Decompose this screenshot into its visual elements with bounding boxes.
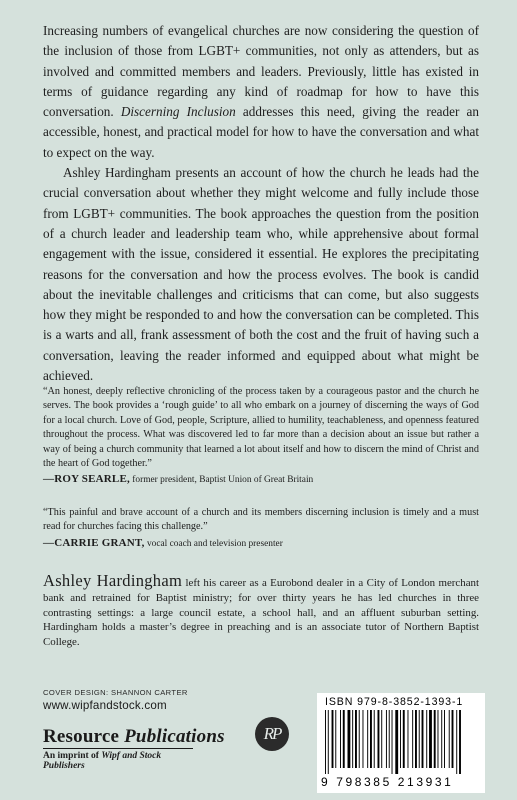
barcode-bar (381, 710, 382, 768)
barcode-bar (419, 710, 420, 768)
barcode-bar (415, 710, 417, 768)
barcode-bar (434, 710, 436, 768)
barcode-bar (340, 710, 341, 768)
barcode-bar (355, 710, 357, 768)
barcode-bar (374, 710, 375, 768)
barcode-bar (332, 710, 334, 768)
barcode-bar (452, 710, 454, 768)
publisher-name (43, 726, 225, 748)
endorsement-attribution (43, 536, 479, 551)
barcode-bar (400, 710, 401, 768)
isbn-barcode (317, 693, 485, 793)
barcode-bar (386, 710, 387, 768)
endorser-name: —CARRIE GRANT, (43, 536, 145, 549)
barcode-digits: 9 798385 213931 (321, 775, 454, 789)
barcode-bar (392, 710, 393, 774)
barcode-bar (389, 710, 390, 768)
barcode-bars-icon (323, 710, 479, 774)
barcode-bar (456, 710, 457, 774)
barcode-bar (352, 710, 353, 768)
barcode-bar (363, 710, 364, 768)
barcode-bar (438, 710, 439, 768)
publisher-logo-text: RP (263, 724, 281, 743)
cover-design-credit: COVER DESIGN: SHANNON CARTER (43, 688, 188, 697)
imprint-name: Wipf and Stock Publishers (43, 751, 162, 771)
endorsement-2 (43, 506, 479, 551)
barcode-bar (459, 710, 461, 774)
endorsement-quote: “This painful and brave account of a church and its members discerning inclusion is timely and a must read for churches facing this challenge.” (43, 507, 479, 533)
barcode-bar (441, 710, 442, 768)
barcode-bar (449, 710, 450, 768)
barcode-bar (422, 710, 424, 768)
imprint-line (43, 748, 193, 771)
publisher-name-second: Publications (119, 726, 225, 747)
barcode-bar (395, 710, 398, 774)
endorser-role: former president, Baptist Union of Great Britain (129, 475, 314, 486)
blurb-text: Increasing numbers of evangelical churches are now considering the question of the inclusion of those from LGBT+ communities, not only as attenders, but as involved and committed members and leaders. Previously, little has existed in terms of guidance regarding any kind of roadmap for how to have this conversation. (43, 23, 479, 120)
isbn-label: ISBN 979-8-3852-1393-1 (325, 696, 464, 708)
publisher-logo-icon (255, 717, 289, 751)
endorser-role: vocal coach and television presenter (144, 538, 283, 549)
endorsement-1 (43, 385, 479, 488)
publisher-block (43, 688, 225, 771)
blurb-paragraph-2: Ashley Hardingham presents an account of how the church he leads had the crucial conversation about whether they might welcome and fully include those from LGBT+ communities. The book approaches the question from the position of a church leader and leadership team who, while apprehensive about formal engagement with the issue, considered it essential. He explores the precipitating reasons for the conversation and how the process evolves. The book is candid about the inevitable challenges and criticisms that can come, but also suggests how they might be responded to and how the conversation can be completed. This is a warts and all, frank assessment of both the cost and the fruit of having such a conversation, leaving the reader informed and equipped about what might be achieved. (43, 165, 479, 384)
barcode-bar (403, 710, 405, 768)
endorsement-quote: “An honest, deeply reflective chronicling of the process taken by a courageous pastor and the church he serves. The book provides a ‘rough guide’ to all who embark on a journey of discerning the ways of God for a local church. Love of God, people, Scripture, allied to humility, teachableness, and openness featured throughout the process. What was discovered led to far more than a decision about an issue but rather a way of being a church community that learned a lot about itself and how to discern the mind of Christ and the heart of God together.” (43, 386, 479, 470)
barcode-bar (412, 710, 413, 768)
barcode-bar (429, 710, 432, 768)
imprint-prefix: An imprint of (43, 751, 102, 761)
barcode-bar (335, 710, 336, 768)
barcode-bar (348, 710, 351, 768)
author-name: Ashley Hardingham (43, 571, 183, 590)
author-bio-text: left his career as a Eurobond dealer in a City of London merchant bank and retrained for Baptist ministry; for over thirty years he has led churches in three contrasting settings: a large council estate, a school hall, and an affluent suburban setting. Hardingham holds a master’s degree in preaching and is an associate tutor of Northern Baptist College. (43, 577, 479, 649)
author-bio (43, 571, 479, 650)
barcode-bar (408, 710, 409, 768)
endorsement-attribution (43, 472, 479, 487)
barcode-bar (444, 710, 445, 768)
barcode-bar (426, 710, 427, 768)
barcode-bar (378, 710, 380, 768)
barcode-bar (367, 710, 368, 768)
blurb-paragraph-1 (43, 21, 479, 163)
barcode-bar (359, 710, 360, 768)
barcode-bar (343, 710, 345, 768)
book-title: Discerning Inclusion (120, 104, 236, 120)
barcode-bar (370, 710, 372, 768)
publisher-website: www.wipfandstock.com (43, 699, 167, 712)
back-cover-blurb (43, 21, 479, 386)
publisher-name-first: Resource (43, 726, 120, 747)
endorser-name: —ROY SEARLE, (43, 473, 130, 486)
blurb-text: addresses this need, giving the reader an accessible, honest, and practical model for how to have the conversation and what to expect on the way. (43, 104, 479, 160)
barcode-bar (325, 710, 326, 774)
barcode-bar (328, 710, 329, 774)
